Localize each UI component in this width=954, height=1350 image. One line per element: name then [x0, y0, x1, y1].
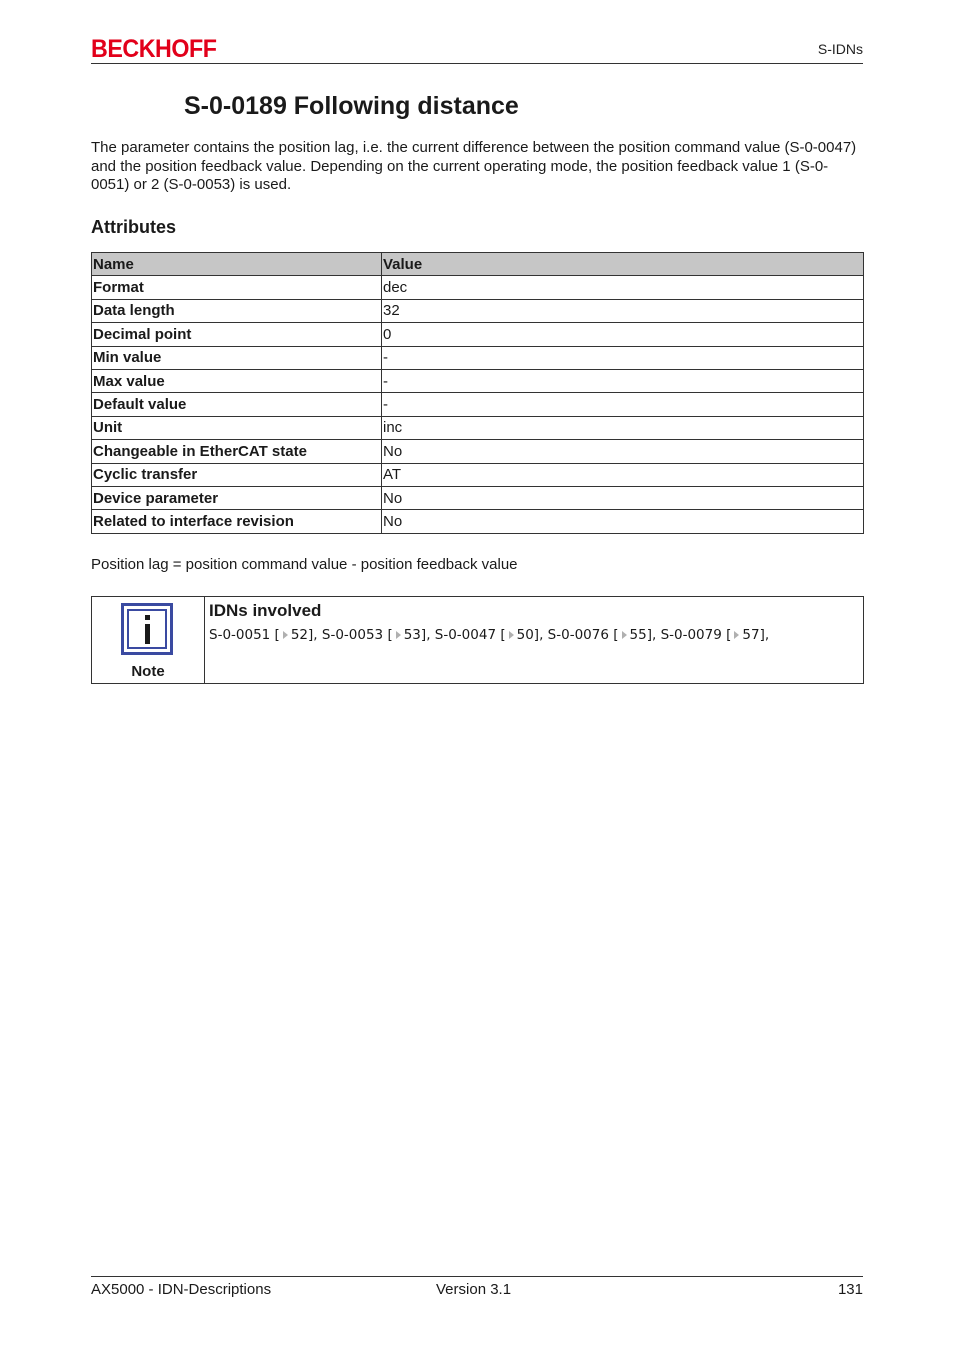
- attribute-name: Data length: [92, 299, 382, 322]
- idn-link[interactable]: S-0-0047 [ 50]: [434, 627, 540, 643]
- page-link-arrow-icon: [509, 631, 514, 639]
- page-link-arrow-icon: [283, 631, 288, 639]
- note-title: IDNs involved: [209, 601, 322, 620]
- table-row: [92, 369, 864, 392]
- idn-link-list: S-0-0051 [ 52], S-0-0053 [ 53], S-0-0047 [ 50], S-0-0076 [ 55], S-0-0079 [ 57],: [209, 627, 770, 643]
- note-box: [91, 596, 864, 684]
- attributes-table: [91, 252, 864, 534]
- header-divider: [91, 63, 863, 64]
- footer-version: Version 3.1: [436, 1281, 512, 1298]
- table-row: [92, 323, 864, 346]
- attributes-heading: Attributes: [91, 217, 176, 237]
- attribute-value: No: [382, 510, 864, 533]
- attribute-name: Decimal point: [92, 323, 382, 346]
- attribute-name: Device parameter: [92, 486, 382, 509]
- attribute-value: 32: [382, 299, 864, 322]
- attribute-name: Format: [92, 276, 382, 299]
- header-section-label: S-IDNs: [817, 41, 863, 57]
- page-link-arrow-icon: [734, 631, 739, 639]
- attribute-name: Unit: [92, 416, 382, 439]
- attribute-value: 0: [382, 323, 864, 346]
- table-row: [92, 299, 864, 322]
- column-header-name: Name: [92, 253, 382, 276]
- table-row: [92, 416, 864, 439]
- idn-link[interactable]: S-0-0076 [ 55]: [547, 627, 652, 643]
- attribute-name: Related to interface revision: [92, 510, 382, 533]
- attribute-value: -: [382, 346, 864, 369]
- attribute-name: Cyclic transfer: [92, 463, 382, 486]
- table-row: [92, 276, 864, 299]
- note-content: [205, 597, 863, 683]
- beckhoff-logo: BECKHOFF: [91, 35, 217, 63]
- attribute-value: -: [382, 369, 864, 392]
- page-link-arrow-icon: [396, 631, 401, 639]
- idn-link[interactable]: S-0-0051 [ 52]: [209, 627, 314, 643]
- table-row: [92, 393, 864, 416]
- attribute-name: Default value: [92, 393, 382, 416]
- attribute-value: -: [382, 393, 864, 416]
- attribute-value: No: [382, 486, 864, 509]
- attribute-value: AT: [382, 463, 864, 486]
- table-row: [92, 510, 864, 533]
- table-row: [92, 463, 864, 486]
- note-icon-column: [92, 597, 205, 683]
- footer-divider: [91, 1276, 863, 1277]
- table-row: [92, 440, 864, 463]
- idn-link[interactable]: S-0-0053 [ 53]: [321, 627, 427, 643]
- attribute-name: Max value: [92, 369, 382, 392]
- intro-paragraph: The parameter contains the position lag, i.e. the current difference between the position command value (S-0-0047) and the position feedback value. Depending on the current operating mode, the position feedback value 1 (S-0-0051) or 2 (S-0-0053) is used.: [91, 139, 857, 193]
- footer-document-title: AX5000 - IDN-Descriptions: [91, 1281, 272, 1298]
- attribute-value: inc: [382, 416, 864, 439]
- column-header-value: Value: [382, 253, 864, 276]
- footer-page-number: 131: [837, 1281, 863, 1298]
- page-link-arrow-icon: [622, 631, 627, 639]
- attribute-name: Changeable in EtherCAT state: [92, 440, 382, 463]
- page-title: S-0-0189 Following distance: [184, 92, 519, 120]
- attribute-value: dec: [382, 276, 864, 299]
- attribute-name: Min value: [92, 346, 382, 369]
- info-icon: [121, 603, 173, 655]
- table-header-row: [92, 253, 864, 276]
- note-label: Note: [131, 663, 165, 680]
- position-lag-formula: Position lag = position command value - position feedback value: [91, 556, 518, 573]
- table-row: [92, 346, 864, 369]
- table-row: [92, 486, 864, 509]
- attribute-value: No: [382, 440, 864, 463]
- idn-link[interactable]: S-0-0079 [ 57]: [660, 627, 765, 643]
